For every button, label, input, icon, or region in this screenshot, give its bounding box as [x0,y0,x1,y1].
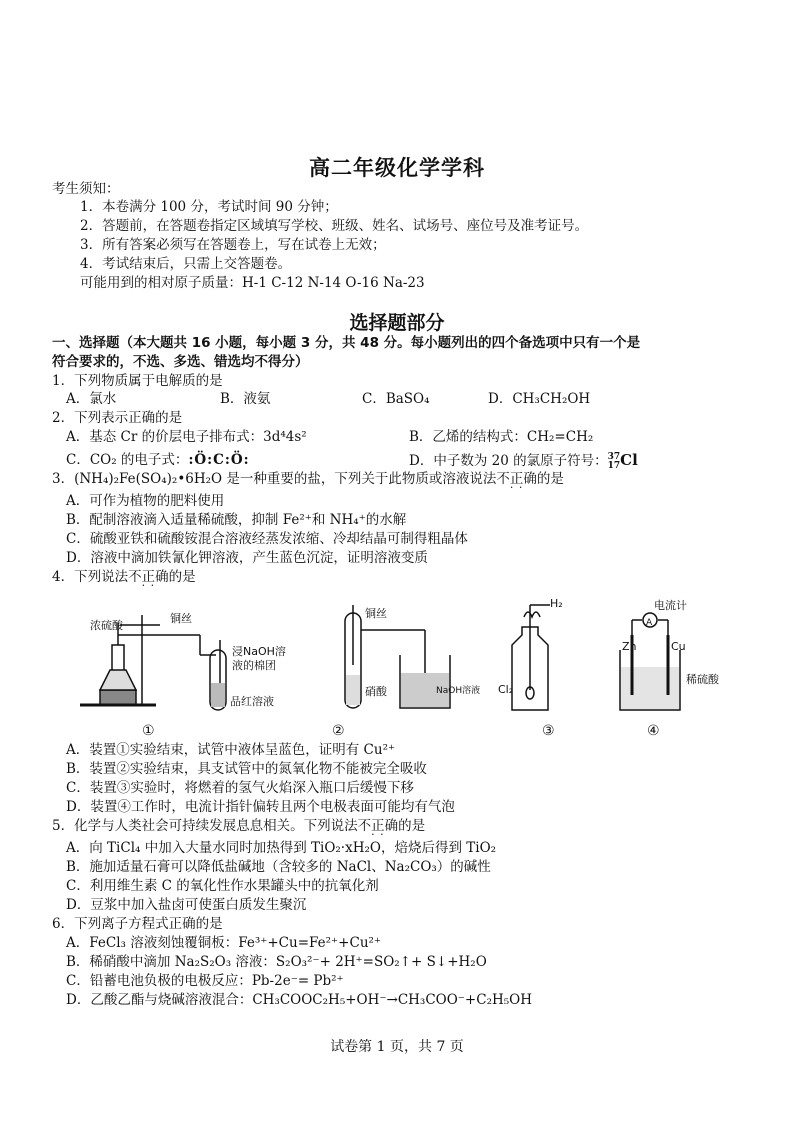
label-nitric-acid: 硝酸 [365,685,387,698]
q3-emphasis: 不正确 · · [496,471,537,487]
label-copper-wire: 铜丝 [170,612,192,625]
q6-option-d: D．乙酸乙酯与烧碱溶液混合：CH₃COOC₂H₅+OH⁻→CH₃COO⁻+C₂H₅OH [66,992,533,1008]
label-cu: Cu [671,640,686,653]
q2-option-d [409,451,638,471]
q5-option-a: A．向 TiCl₄ 中加入大量水同时加热得到 TiO₂·xH₂O，焙烧后得到 TiO₂ [66,840,497,856]
label-pinkred: 品红溶液 [230,695,274,708]
q4-emphasis: 不正确 · · [128,569,169,585]
q1-option-b: B．液氨 [220,391,271,407]
q3-option-c: C．硫酸亚铁和硫酸铵混合溶液经蒸发浓缩、冷却结晶可制得粗晶体 [66,531,468,547]
q1-stem: 1．下列物质属于电解质的是 [52,373,223,389]
section-title: 选择题部分 [349,312,445,334]
q2-option-c [66,451,250,469]
page-footer: 试卷第 1 页，共 7 页 [330,1039,464,1055]
apparatus-number-1: ① [142,723,155,739]
mass-number: 37 [607,451,621,462]
apparatus-3 [512,605,550,710]
note-1: 1．本卷满分 100 分，考试时间 90 分钟； [80,199,338,215]
label-zn: Zn [622,640,637,653]
q1-option-a: A．氯水 [66,391,117,407]
q5-stem-end: 的是 [398,818,426,834]
q6-option-c: C．铅蓄电池负极的电极反应：Pb-2e⁻= Pb²⁺ [66,973,344,989]
q2-option-d-label: D．中子数为 20 的氯原子符号： [409,453,608,469]
q2-option-b: B．乙烯的结构式：CH₂=CH₂ [409,429,594,445]
q5-stem [52,817,425,835]
part-heading-line-2: 符合要求的，不选、多选、错选均不得分） [52,354,309,370]
apparatus-number-4: ④ [647,723,660,739]
page-title: 高二年级化学学科 [309,156,485,180]
q2-stem: 2．下列表示正确的是 [52,410,183,426]
galvanometer-symbol: A [646,618,653,628]
q1-option-c: C．BaSO₄ [362,391,430,407]
label-naoh-cotton-2: 液的棉团 [232,659,276,672]
chlorine-symbol: Cl [620,451,638,469]
q5-option-c: C．利用维生素 C 的氧化性作水果罐头中的抗氧化剂 [66,878,379,894]
apparatus-number-3: ③ [542,723,555,739]
label-naoh-solution: NaOH溶液 [436,686,481,696]
q4-stem-text: 4．下列说法 [52,569,129,585]
note-4: 4．考试结束后，只需上交答题卷。 [80,256,292,272]
q3-stem-text: 3．(NH₄)₂Fe(SO₄)₂•6H₂O 是一种重要的盐，下列关于此物质或溶液说法 [52,471,497,487]
atomic-masses: 可能用到的相对原子质量：H-1 C-12 N-14 O-16 Na-23 [80,275,425,291]
q1-option-d: D．CH₃CH₂OH [488,391,591,407]
q5-option-b: B．施加适量石膏可以降低盐碱地（含较多的 NaCl、Na₂CO₃）的碱性 [66,859,491,875]
q4-option-d: D．装置④工作时，电流计指针偏转且两个电极表面可能均有气泡 [66,799,455,815]
q3-option-d: D．溶液中滴加铁氰化钾溶液，产生蓝色沉淀，证明溶液变质 [66,550,428,566]
q4-option-c: C．装置③实验时，将燃着的氢气火焰深入瓶口后缓慢下移 [66,780,414,796]
q3-stem [52,470,564,488]
atomic-number: 17 [607,460,621,471]
q4-stem-end: 的是 [168,569,196,585]
label-naoh-cotton-1: 浸NaOH溶 [232,645,286,658]
q4-option-b: B．装置②实验结束，具支试管中的氮氧化物不能被完全吸收 [66,761,427,777]
label-galvanometer: 电流计 [654,599,687,612]
co2-electron-formula: :Ö:C:Ö: [188,452,250,468]
q4-stem [52,568,196,586]
q6-option-a: A．FeCl₃ 溶液刻蚀覆铜板：Fe³⁺+Cu=Fe²⁺+Cu²⁺ [66,935,382,951]
q3-option-a: A．可作为植物的肥料使用 [66,493,225,509]
q4-option-a: A．装置①实验结束，试管中液体呈蓝色，证明有 Cu²⁺ [66,742,396,758]
part-heading-line-1: 一、选择题（本大题共 16 小题，每小题 3 分，共 48 分。每小题列出的四个备选项中只有一个是 [52,335,641,351]
apparatus-2 [345,605,450,708]
label-cl2: Cl₂ [498,683,514,696]
note-3: 3．所有答案必须写在答题卷上，写在试卷上无效； [80,237,386,253]
q6-option-b: B．稀硝酸中滴加 Na₂S₂O₃ 溶液：S₂O₃²⁻+ 2H⁺=SO₂↑+ S↓+H₂O [66,954,487,970]
label-h2: H₂ [550,597,563,610]
q3-option-b: B．配制溶液滴入适量稀硫酸，抑制 Fe²⁺和 NH₄⁺的水解 [66,512,407,528]
q5-option-d: D．豆浆中加入盐卤可使蛋白质发生聚沉 [66,897,307,913]
q3-stem-end: 的是 [536,471,564,487]
notes-heading: 考生须知： [52,181,120,197]
label-conc-acid: 浓硫酸 [90,619,123,632]
q2-option-c-label: C．CO₂ 的电子式： [66,452,189,468]
q5-emphasis: 不正确 · · [358,818,399,834]
label-dilute-acid: 稀硫酸 [686,673,719,686]
apparatus-svg [60,595,740,745]
apparatus-number-2: ② [332,723,345,739]
label-copper-wire-2: 铜丝 [365,607,387,620]
apparatus-diagrams [60,595,740,745]
note-2: 2．答题前，在答题卷指定区域填写学校、班级、姓名、试场号、座位号及准考证号。 [80,218,589,234]
q2-option-a: A．基态 Cr 的价层电子排布式：3d⁴4s² [66,429,307,445]
q6-stem: 6．下列离子方程式正确的是 [52,916,223,932]
q5-stem-text: 5．化学与人类社会可持续发展息息相关。下列说法 [52,818,358,834]
